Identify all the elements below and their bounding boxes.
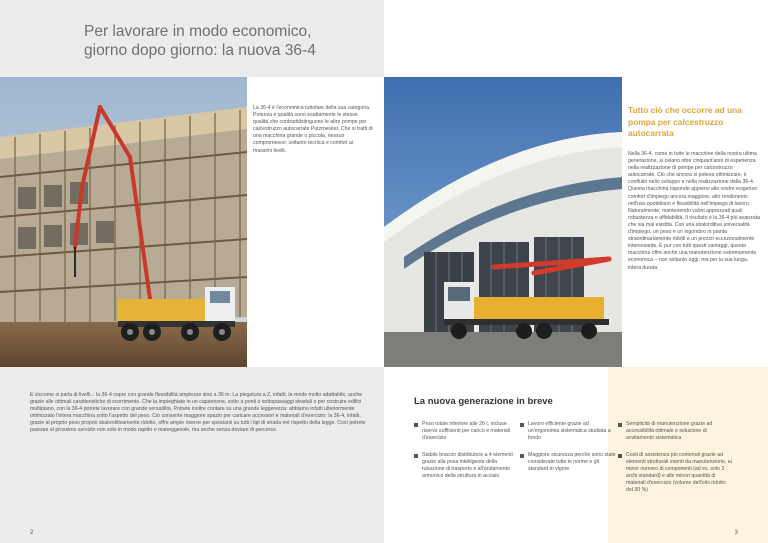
construction-site-photo bbox=[0, 77, 247, 367]
feature-text: Costi di assistenza più contenuti grazie ad elementi strutturali esenti da manutenzione, ai minor numero di componenti (ad es. solo 2 archi standard) e alle minori quantità di materiali d'esercizio (volume dell'olio ridotto del 30 %) bbox=[626, 452, 732, 494]
feature-item bbox=[520, 452, 620, 473]
page-number-left: 2 bbox=[30, 530, 34, 536]
top-right-blank bbox=[384, 0, 768, 77]
title-band bbox=[0, 0, 384, 77]
side-heading: Tutto ciò che occorre ad una pompa per calcestruzzo autocarrata bbox=[628, 105, 742, 138]
intro-block bbox=[247, 77, 384, 367]
intro-text: La 36-4 è l'economica tuttofare della sua categoria. Potenza e qualità sono esattamente le stesse qualità che contraddistinguono le altre pompe per calcestruzzo autocarrate Putzmeister. Che si tratti di una macchina grande o piccola, nessun compromesso: soltanto tecnica e comfort ai massimi livelli. bbox=[253, 105, 373, 154]
feature-text: Maggiore sicurezza perché sono state considerate tutte le norme e gli standard in vigore bbox=[528, 452, 616, 473]
bullet-icon bbox=[520, 423, 524, 427]
feature-text: Semplicità di manutenzione grazie ad accessibilità ottimale e soluzione di avvitamento sistematica bbox=[626, 421, 713, 442]
title-line-2: giorno dopo giorno: la nuova 36-4 bbox=[84, 42, 316, 59]
bullet-icon bbox=[520, 454, 524, 458]
feature-item bbox=[414, 421, 519, 442]
title-line-1: Per lavorare in modo economico, bbox=[84, 23, 312, 40]
bullet-icon bbox=[618, 423, 622, 427]
page-title bbox=[84, 22, 384, 60]
bullet-icon bbox=[414, 423, 418, 427]
bullet-icon bbox=[414, 454, 418, 458]
feature-item bbox=[618, 421, 733, 442]
feature-item bbox=[414, 452, 519, 480]
summary-title: La nuova generazione in breve bbox=[414, 396, 553, 407]
feature-text: Peso totale inferiore alle 26 t, incluse riserve sufficienti per carico e materiali d'esercizio bbox=[422, 421, 511, 442]
pump-truck-photo bbox=[384, 77, 622, 367]
feature-text: Stabile braccio distributore a 4 elementi grazie alla posa intelligente della tubazione di trasporto e all'andamento armonico della struttura in acciaio bbox=[422, 452, 513, 480]
side-block bbox=[622, 77, 768, 367]
bottom-left-text: E siccome si parla di livelli... la 36-4 copre con grande flessibilità ampiezze sino a 36 m. La piegatura a Z, infatti, la rende molto adattabile, anche grazie alle ottimali caratteristiche di scorrimento. Che la impieghiate in un capannone, sotto a ponti o sottopassaggi stradali o per costruire edifici multipiano, con la 36-4 potrete lavorare con grande versatilità. Potrete inoltre contare su una grande leggerezza: abbiamo infatti ulteriormente ottimizzato l'intera macchina sotto l'aspetto del peso. Ciò consente maggiore spazio per caricare accessori e materiali d'esercizio: la 36-4, infatti, grazie al proprio peso proprio sbalorditivamente ridotto, offre ampie riserve per spostarsi su tutti i tipi di strada nel rispetto della legge. Così potrete passare al prossimo servizio non solo in modo rapido e maneggevole, ma anche senza deviare di percorso. bbox=[30, 392, 366, 434]
page-number-right: 3 bbox=[734, 530, 738, 536]
summary-panel bbox=[384, 367, 768, 543]
feature-text: Lavoro efficiente grazie ad un'ergonomia sistematica studiata a fondo bbox=[528, 421, 611, 442]
side-body-text: Nella 36-4, come in tutte le macchine della nostra ultima generazione, si celano oltre cinquant'anni di esperienza nella realizzazione di pompe per calcestruzzo autocarrate. Ciò che ancora si poteva ottimizzare, è confluito nello sviluppo e nella realizzazione della 36-4. Questa macchina risponde appieno alle vostre esigenze: comfort d'impiego ancora maggiore, alto rendimento nell'uso quotidiano e flessibilità nell'impiego di lavoro. Naturalmente, mantenendo valori apprezzati quali robustezza e affidabilità. Il risultato è la 36-4 più avanzata che sia mai esistita. Con una sbalorditiva universalità d'impiego, un peso e un ingombro in pianta straordinariamente ridotti e un prezzo eccezionalmente interessante. E pur con tutti questi vantaggi, questa macchina offre anche una manutenzione estremamente economica – non soltanto oggi, ma per la sua lunga, intera durata. bbox=[628, 151, 760, 271]
feature-item bbox=[618, 452, 733, 495]
bullet-icon bbox=[618, 454, 622, 458]
bottom-left-panel bbox=[0, 367, 384, 543]
feature-item bbox=[520, 421, 620, 442]
